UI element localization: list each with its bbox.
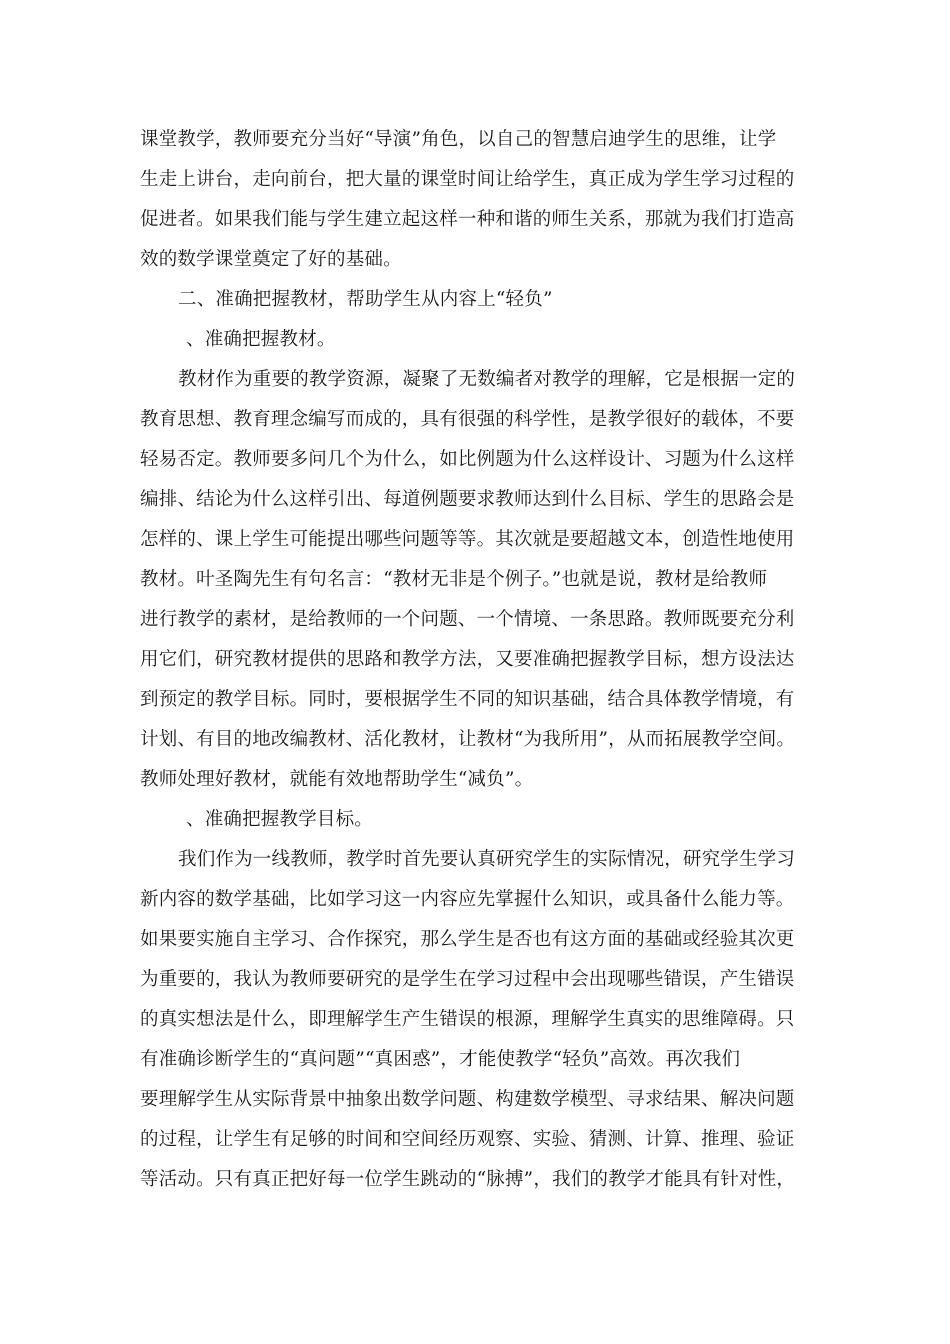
body-line: 到预定的教学目标。同时，要根据学生不同的知识基础，结合具体教学情境，有 [140, 689, 795, 710]
body-line: 进行教学的素材，是给教师的一个问题、一个情境、一条思路。教师既要充分利 [140, 609, 795, 630]
body-line: 为重要的，我认为教师要研究的是学生在学习过程中会出现哪些错误，产生错误 [140, 969, 795, 990]
subsection-heading: 、准确把握教材。 [186, 329, 336, 350]
body-line: 要理解学生从实际背景中抽象出数学问题、构建数学模型、寻求结果、解决问题 [140, 1089, 795, 1110]
subsection-heading: 、准确把握教学目标。 [186, 809, 374, 830]
body-line: 如果要实施自主学习、合作探究，那么学生是否也有这方面的基础或经验其次更 [140, 929, 795, 950]
body-line: 计划、有目的地改编教材、活化教材，让教材“为我所用”，从而拓展教学空间。 [140, 729, 796, 750]
body-line: 等活动。只有真正把好每一位学生跳动的“脉搏”，我们的教学才能具有针对性， [140, 1169, 796, 1190]
body-line: 教师处理好教材，就能有效地帮助学生“减负”。 [140, 769, 534, 790]
body-line: 新内容的数学基础，比如学习这一内容应先掌握什么知识，或具备什么能力等。 [140, 889, 795, 910]
body-line: 的真实想法是什么，即理解学生产生错误的根源，理解学生真实的思维障碍。只 [140, 1009, 795, 1030]
body-line: 教材作为重要的教学资源，凝聚了无数编者对教学的理解，它是根据一定的 [178, 369, 796, 390]
body-line: 效的数学课堂奠定了好的基础。 [140, 249, 402, 270]
body-line: 的过程，让学生有足够的时间和空间经历观察、实验、猜测、计算、推理、验证 [140, 1129, 795, 1150]
body-line: 有准确诊断学生的“真问题”“真困惑”，才能使教学“轻负”高效。再次我们 [140, 1049, 741, 1070]
body-line: 怎样的、课上学生可能提出哪些问题等等。其次就是要超越文本，创造性地使用 [140, 529, 795, 550]
section-heading: 二、准确把握教材，帮助学生从内容上“轻负” [178, 289, 553, 310]
body-line: 用它们，研究教材提供的思路和教学方法，又要准确把握教学目标，想方设法达 [140, 649, 795, 670]
body-line: 编排、结论为什么这样引出、每道例题要求教师达到什么目标、学生的思路会是 [140, 489, 795, 510]
body-line: 教材。叶圣陶先生有句名言：“教材无非是个例子。”也就是说，教材是给教师 [140, 569, 768, 590]
body-line: 我们作为一线教师，教学时首先要认真研究学生的实际情况，研究学生学习 [178, 849, 796, 870]
body-line: 轻易否定。教师要多问几个为什么，如比例题为什么这样设计、习题为什么这样 [140, 449, 795, 470]
body-line: 促进者。如果我们能与学生建立起这样一种和谐的师生关系，那就为我们打造高 [140, 209, 795, 230]
body-line: 生走上讲台，走向前台，把大量的课堂时间让给学生，真正成为学生学习过程的 [140, 169, 795, 190]
body-line: 教育思想、教育理念编写而成的，具有很强的科学性，是教学很好的载体，不要 [140, 409, 795, 430]
body-line: 课堂教学，教师要充分当好“导演”角色，以自己的智慧启迪学生的思维，让学 [140, 129, 777, 150]
